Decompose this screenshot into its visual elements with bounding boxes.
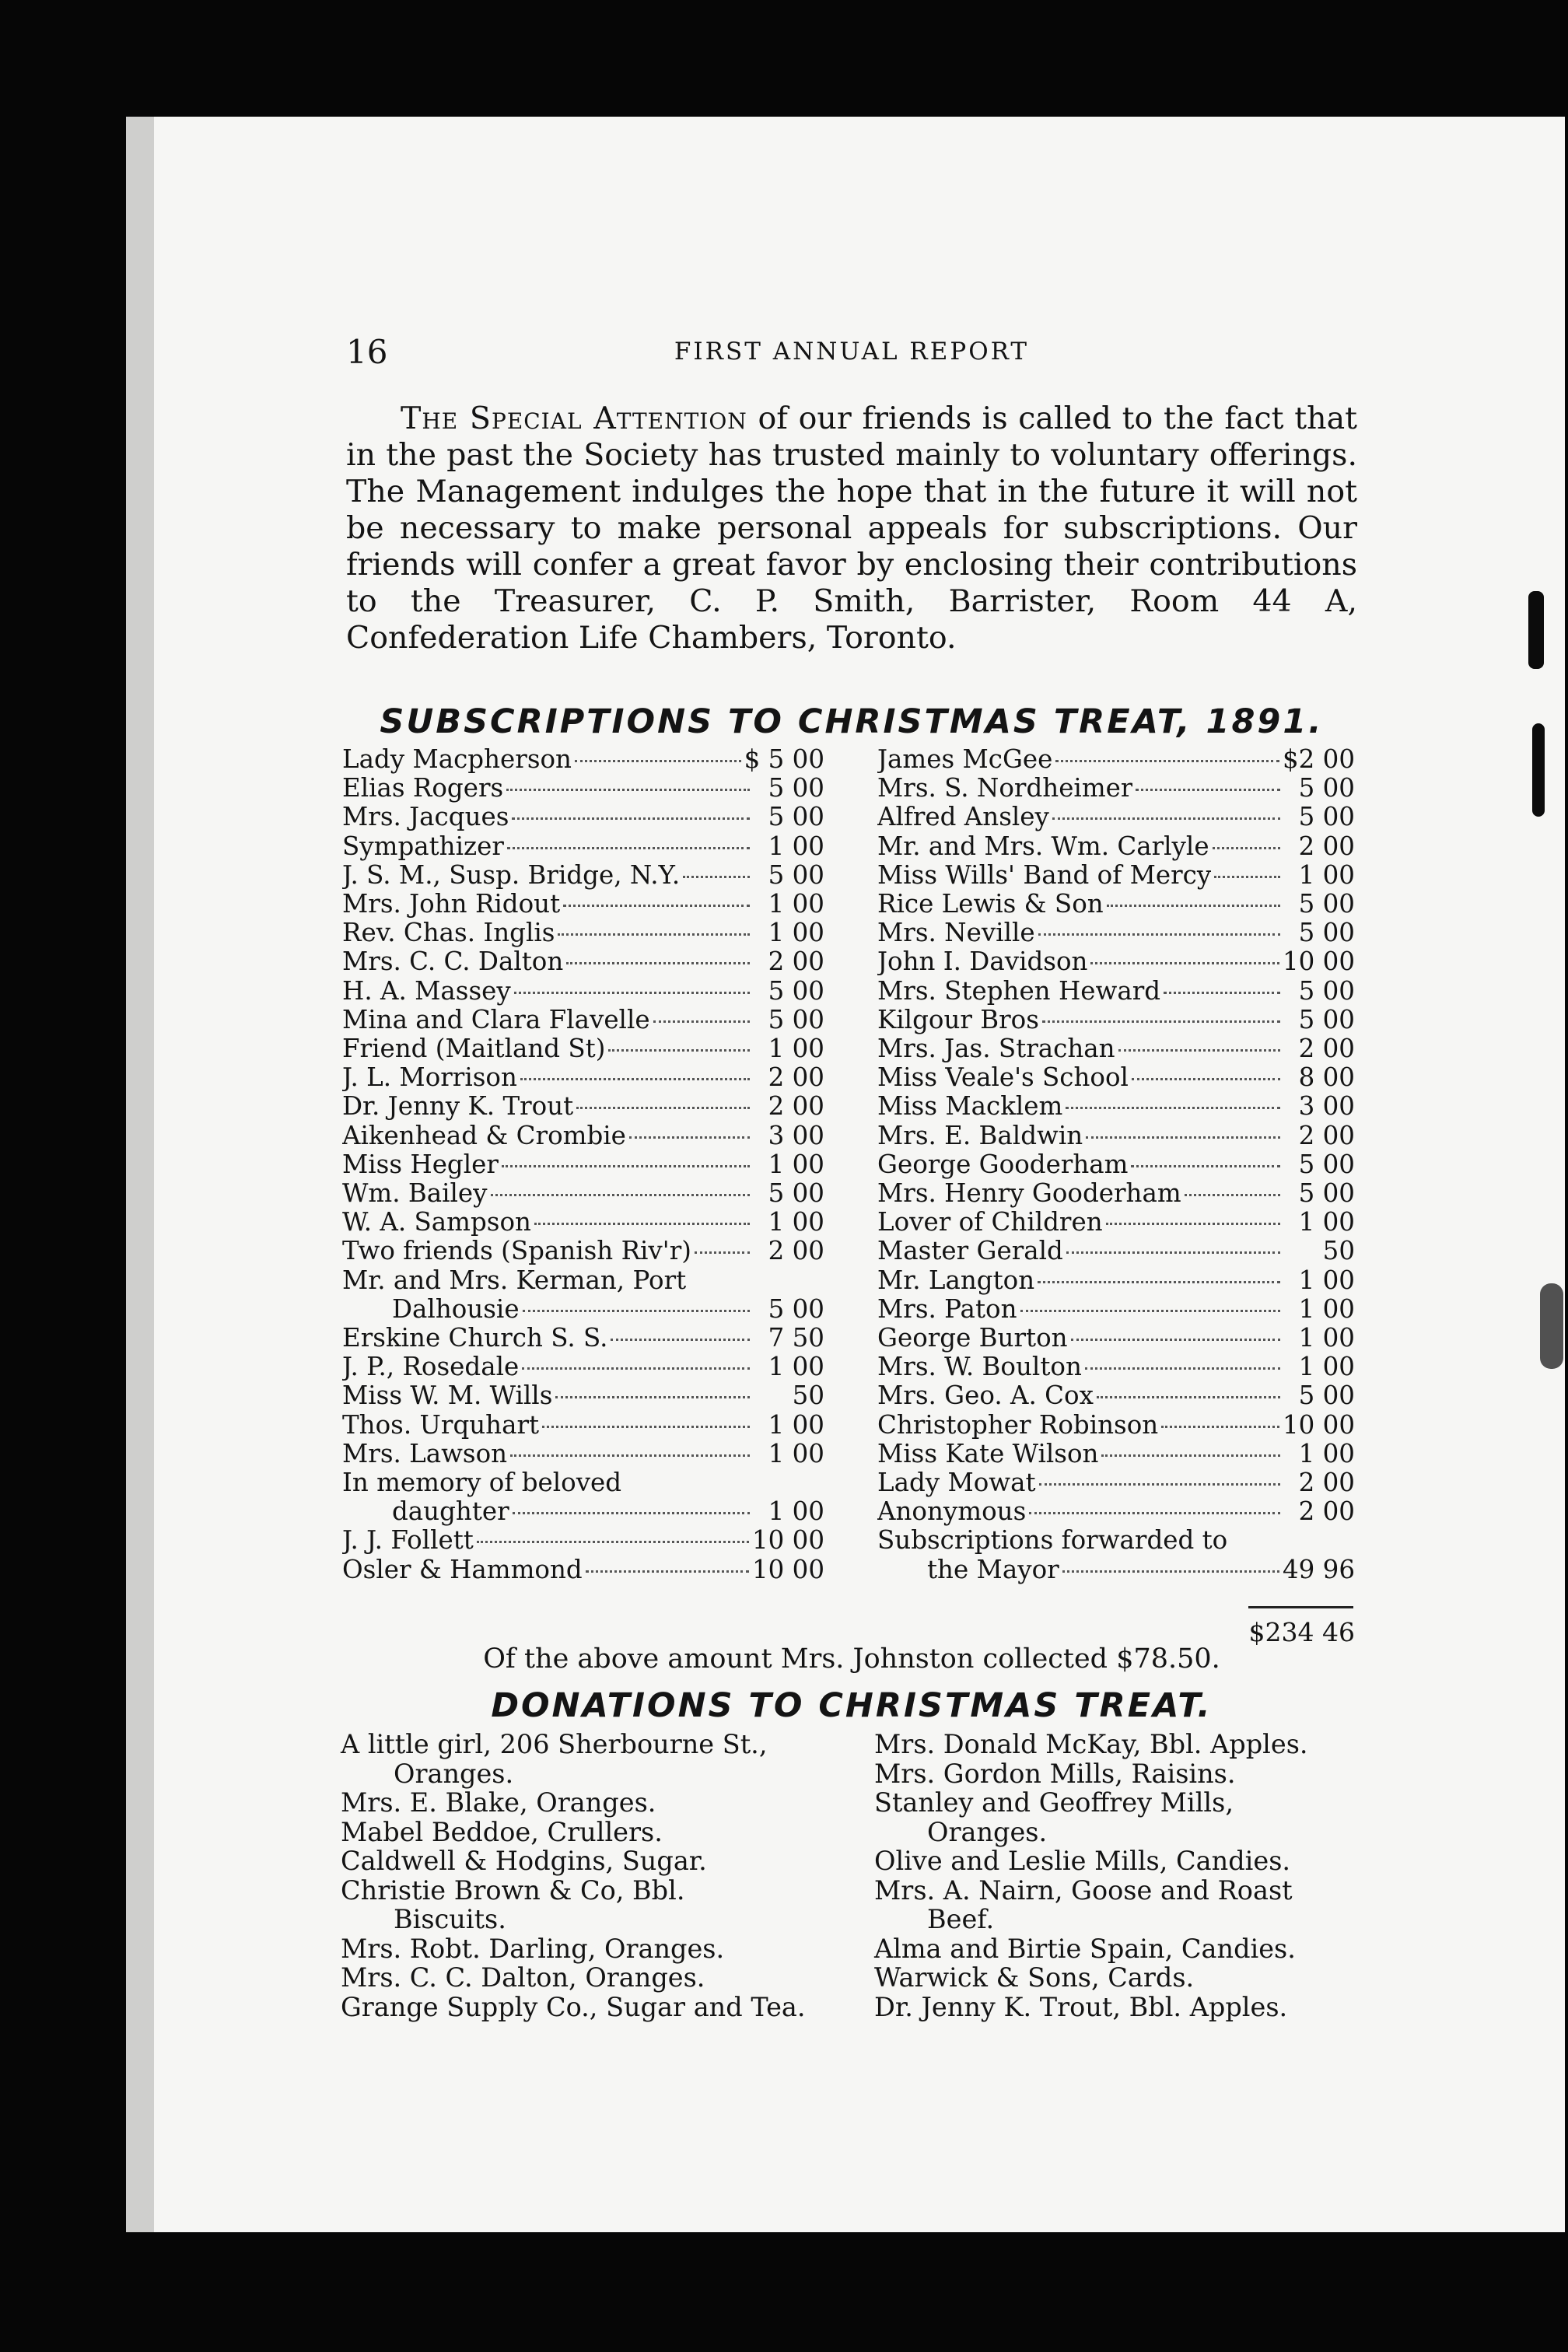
- leader-dots: [576, 1107, 750, 1109]
- subscription-amount: $ 5 00: [744, 744, 824, 774]
- subscription-entry: [877, 1353, 1355, 1381]
- intro-paragraph: [346, 401, 1357, 656]
- donation-text-continued: Biscuits.: [394, 1904, 506, 1934]
- donation-entry: [874, 1730, 1364, 1759]
- subscription-entry: [342, 1411, 824, 1440]
- subscription-entry: [877, 1122, 1355, 1150]
- subscription-entry: [342, 1266, 824, 1295]
- donation-text: Mrs. A. Nairn, Goose and Roast: [874, 1874, 1293, 1906]
- subscriber-name: Lady Mowat: [877, 1468, 1036, 1498]
- leader-dots: [534, 1223, 750, 1225]
- subscription-entry-continued: [342, 1497, 824, 1526]
- leader-dots: [555, 1396, 750, 1398]
- leader-dots: [1038, 1281, 1280, 1283]
- subscription-entry: [877, 745, 1355, 774]
- subscription-entry: [342, 1237, 824, 1265]
- subscriptions-left-column: [342, 745, 824, 1584]
- subscription-amount: 5 00: [1298, 1381, 1355, 1411]
- donation-entry: [874, 1993, 1364, 2022]
- subscriber-name: Mrs. C. C. Dalton: [342, 947, 564, 977]
- subscription-amount: 1 00: [1298, 1265, 1355, 1295]
- subscription-entry: [342, 890, 824, 919]
- subscription-entry: [877, 890, 1355, 919]
- subscriber-name: George Gooderham: [877, 1150, 1129, 1179]
- subscription-amount: 1 00: [768, 1034, 824, 1064]
- margin-mark: [1532, 723, 1545, 817]
- subscription-amount: 5 00: [1298, 773, 1355, 803]
- subscription-amount: 1 00: [1298, 1438, 1355, 1468]
- subscription-entry: [342, 1006, 824, 1034]
- subscriptions-total: $234 46: [1248, 1617, 1355, 1647]
- subscription-entry: [342, 1034, 824, 1063]
- subscription-entry: [342, 745, 824, 774]
- subscriber-name: Lover of Children: [877, 1208, 1103, 1237]
- subscription-entry: [342, 1324, 824, 1353]
- leader-dots: [1066, 1107, 1280, 1109]
- leader-dots: [1052, 817, 1280, 820]
- subscription-entry: [342, 1353, 824, 1381]
- leader-dots: [566, 962, 750, 964]
- subscriber-name: Erskine Church S. S.: [342, 1324, 608, 1353]
- subscription-amount: 1 00: [768, 1207, 824, 1237]
- subscriber-name: Friend (Maitland St): [342, 1034, 606, 1064]
- subscriber-name: Christopher Robinson: [877, 1410, 1159, 1440]
- subscriber-name: Mrs. Paton: [877, 1294, 1017, 1324]
- subscriber-name: Miss Macklem: [877, 1092, 1063, 1122]
- subscription-amount: 1 00: [768, 1352, 824, 1382]
- subscriber-name: Two friends (Spanish Riv'r): [342, 1237, 691, 1266]
- subscription-entry: [342, 803, 824, 831]
- leader-dots: [520, 1078, 750, 1080]
- leader-dots: [1107, 905, 1280, 907]
- margin-mark: [1540, 1283, 1563, 1369]
- subscription-amount: 5 00: [768, 773, 824, 803]
- subscriber-name: Rev. Chas. Inglis: [342, 919, 555, 948]
- leader-dots: [1164, 992, 1280, 994]
- leader-dots: [1042, 1020, 1280, 1023]
- subscription-amount: 1 00: [1298, 1323, 1355, 1353]
- donation-entry: [341, 1730, 854, 1788]
- leader-dots: [542, 1426, 750, 1428]
- subscription-amount: 10 00: [751, 1525, 824, 1556]
- subscription-amount: 5 00: [1298, 1178, 1355, 1209]
- subscriber-name: Kilgour Bros: [877, 1005, 1039, 1034]
- subscription-entry: [877, 1266, 1355, 1295]
- subscription-entry-continued: [877, 1556, 1355, 1584]
- leader-dots: [523, 1310, 750, 1312]
- subscriber-name: Alfred Ansley: [877, 803, 1049, 832]
- subscription-amount: 2 00: [1298, 1496, 1355, 1527]
- subscription-amount: 1 00: [768, 1409, 824, 1440]
- subscription-entry: [342, 1526, 824, 1555]
- donations-right-column: [874, 1730, 1364, 2021]
- donation-entry: [874, 1759, 1364, 1789]
- subscriber-name: Mrs. W. Boulton: [877, 1353, 1082, 1382]
- subscription-entry: [877, 1324, 1355, 1353]
- leader-dots: [563, 905, 750, 907]
- leader-dots: [1131, 1165, 1280, 1167]
- subscriber-name: Miss W. M. Wills: [342, 1381, 553, 1411]
- subscription-entry: [342, 1063, 824, 1092]
- subscriber-name: In memory of beloved: [342, 1468, 622, 1498]
- subscription-amount: 1 00: [1298, 1207, 1355, 1237]
- subscription-entry: [342, 832, 824, 861]
- subscription-amount: 2 00: [768, 1091, 824, 1122]
- subscription-amount: 2 00: [1298, 831, 1355, 861]
- subscriber-name: Mr. and Mrs. Wm. Carlyle: [877, 831, 1209, 861]
- donation-entry: [874, 1934, 1364, 1964]
- donation-entry: [874, 1876, 1364, 1934]
- subscription-entry: [342, 1468, 824, 1497]
- leader-dots: [558, 933, 750, 936]
- subscriber-name: Mrs. E. Baldwin: [877, 1121, 1083, 1150]
- donation-text: Dr. Jenny K. Trout, Bbl. Apples.: [874, 1991, 1288, 2022]
- subscription-amount: 2 00: [1298, 1034, 1355, 1064]
- subscriber-name: Mrs. Henry Gooderham: [877, 1179, 1181, 1209]
- leader-dots: [1136, 789, 1280, 791]
- subscription-entry: [877, 1440, 1355, 1468]
- subscriber-name: John I. Davidson: [877, 947, 1088, 977]
- subscription-entry: [877, 1092, 1355, 1121]
- leader-dots: [507, 847, 750, 849]
- leader-dots: [510, 1454, 750, 1457]
- donations-title: DONATIONS TO CHRISTMAS TREAT.: [491, 1686, 1213, 1725]
- leader-dots: [491, 1194, 750, 1196]
- subscription-amount: 5 00: [768, 1178, 824, 1209]
- donations-left-column: [341, 1730, 854, 2021]
- leader-dots: [611, 1339, 750, 1341]
- subscriptions-title: SUBSCRIPTIONS TO CHRISTMAS TREAT, 1891.: [380, 702, 1324, 741]
- donation-text: Caldwell & Hodgins, Sugar.: [341, 1846, 707, 1876]
- subscription-amount: 5 00: [768, 975, 824, 1006]
- donation-entry: [341, 1876, 854, 1934]
- subscriber-name: Mrs. Jacques: [342, 803, 509, 832]
- subscription-amount: 5 00: [768, 1004, 824, 1034]
- subscription-amount: 2 00: [768, 1236, 824, 1266]
- leader-dots: [1214, 876, 1280, 878]
- subscription-entry: [342, 774, 824, 803]
- subscriber-name: Lady Macpherson: [342, 745, 572, 774]
- running-head: FIRST ANNUAL REPORT: [674, 338, 1030, 366]
- subscriber-name: Miss Veale's School: [877, 1063, 1129, 1093]
- subscription-entry: [877, 774, 1355, 803]
- subscription-amount: 5 00: [1298, 918, 1355, 948]
- subscription-entry: [342, 1381, 824, 1410]
- subscription-entry: [342, 1440, 824, 1468]
- donation-entry: [874, 1846, 1364, 1876]
- page-edge-shadow: [126, 117, 154, 2232]
- subscription-amount: 3 00: [768, 1120, 824, 1150]
- subscription-entry: [877, 1179, 1355, 1208]
- subscription-entry: [877, 1006, 1355, 1034]
- subscriber-name: Dr. Jenny K. Trout: [342, 1092, 574, 1122]
- subscription-entry: [877, 1034, 1355, 1063]
- subscription-amount: 1 00: [1298, 1352, 1355, 1382]
- subscriber-name: Rice Lewis & Son: [877, 890, 1104, 919]
- subscription-entry: [877, 977, 1355, 1006]
- subscription-entry: [342, 1556, 824, 1584]
- subscription-entry: [342, 1092, 824, 1121]
- subscription-entry: [877, 1497, 1355, 1526]
- subscriber-name: Anonymous: [877, 1497, 1027, 1527]
- subscription-amount: 7 50: [768, 1323, 824, 1353]
- subscription-amount: 5 00: [1298, 1149, 1355, 1179]
- leader-dots: [1085, 1367, 1280, 1370]
- subscriber-name: Aikenhead & Crombie: [342, 1121, 626, 1150]
- donation-entry: [341, 1993, 854, 2022]
- subscription-amount: 5 00: [768, 1293, 824, 1324]
- donation-text: A little girl, 206 Sherbourne St.,: [341, 1729, 768, 1759]
- leader-dots: [1118, 1049, 1280, 1052]
- donation-entry: [341, 1818, 854, 1847]
- leader-dots: [683, 876, 750, 878]
- subscriber-name: Mrs. Lawson: [342, 1439, 508, 1468]
- subscriber-name: Mr. and Mrs. Kerman, Port: [342, 1265, 687, 1295]
- subscription-amount: 10 00: [1282, 947, 1355, 977]
- subscription-entry: [877, 919, 1355, 947]
- leader-dots: [1071, 1339, 1280, 1341]
- subscription-entry: [342, 861, 824, 890]
- subscription-amount: 50: [792, 1381, 824, 1411]
- donation-text-continued: Oranges.: [927, 1816, 1048, 1847]
- leader-dots: [506, 789, 750, 791]
- subscription-entry: [342, 977, 824, 1006]
- subscription-amount: 1 00: [768, 1438, 824, 1468]
- subscription-entry: [877, 832, 1355, 861]
- leader-dots: [1020, 1310, 1281, 1312]
- donation-text: Warwick & Sons, Cards.: [874, 1962, 1195, 1993]
- subscription-amount: 1 00: [768, 1149, 824, 1179]
- subscriber-name: Miss Wills' Band of Mercy: [877, 860, 1212, 890]
- subscription-amount: 2 00: [768, 947, 824, 977]
- leader-dots: [513, 1512, 750, 1514]
- subscription-amount: 5 00: [1298, 975, 1355, 1006]
- subscription-entry: [877, 803, 1355, 831]
- subscription-amount: 1 00: [768, 918, 824, 948]
- subscriber-name: Wm. Bailey: [342, 1179, 488, 1209]
- leader-dots: [653, 1020, 750, 1023]
- subscription-entry: [342, 919, 824, 947]
- intro-text: of our friends is called to the fact that in the past the Society has trusted mainly to voluntary offerings. The Management indulges the hope that in the future it will not be necessary to make personal appeals for subscriptions. Our friends will confer a great favor by enclosing their contributions to the Treasurer, C. P. Smith, Barrister, Room 44 A, Confederation Life Chambers, Toronto.: [346, 401, 1358, 656]
- donation-text: Mrs. Donald McKay, Bbl. Apples.: [874, 1729, 1308, 1759]
- subscription-entry: [877, 1468, 1355, 1497]
- subscription-entry: [877, 1381, 1355, 1410]
- subscriber-name: J. J. Follett: [342, 1526, 474, 1556]
- subscription-amount: 1 00: [768, 1496, 824, 1527]
- subscriber-name: Mr. Langton: [877, 1265, 1035, 1295]
- subscriber-name: Mrs. S. Nordheimer: [877, 774, 1133, 803]
- leader-dots: [1039, 1483, 1280, 1486]
- subscription-amount: 5 00: [768, 859, 824, 890]
- total-rule: [1248, 1606, 1353, 1608]
- subscription-entry: [877, 1237, 1355, 1265]
- leader-dots: [1029, 1512, 1280, 1514]
- leader-dots: [575, 760, 741, 762]
- subscription-entry: [877, 1208, 1355, 1237]
- donation-text: Christie Brown & Co, Bbl.: [341, 1874, 685, 1906]
- subscription-amount: 5 00: [1298, 802, 1355, 832]
- subscription-entry: [877, 1063, 1355, 1092]
- subscriber-name: Miss Kate Wilson: [877, 1439, 1099, 1468]
- leader-dots: [629, 1136, 750, 1139]
- donation-text: Mrs. Gordon Mills, Raisins.: [874, 1758, 1236, 1789]
- subscriber-name: George Burton: [877, 1324, 1068, 1353]
- leader-dots: [1213, 847, 1280, 849]
- leader-dots: [695, 1251, 750, 1254]
- intro-opening: The Special Attention: [401, 401, 747, 436]
- leader-dots: [586, 1570, 749, 1573]
- leader-dots: [477, 1541, 749, 1543]
- leader-dots: [1097, 1396, 1280, 1398]
- donation-text: Mrs. Robt. Darling, Oranges.: [341, 1933, 725, 1964]
- subscriber-name: Subscriptions forwarded to: [877, 1526, 1228, 1556]
- subscriptions-right-column: [877, 745, 1355, 1584]
- page-number: 16: [346, 333, 388, 371]
- subscriber-name: Thos. Urquhart: [342, 1410, 540, 1440]
- leader-dots: [1066, 1251, 1280, 1254]
- subscriber-name: Mrs. Jas. Strachan: [877, 1034, 1115, 1064]
- donation-entry: [341, 1788, 854, 1818]
- donation-text: Mabel Beddoe, Crullers.: [341, 1816, 663, 1847]
- leader-dots: [1062, 1570, 1279, 1573]
- subscription-entry: [877, 1411, 1355, 1440]
- donation-text: Alma and Birtie Spain, Candies.: [874, 1933, 1296, 1964]
- subscription-entry-continued: [342, 1295, 824, 1324]
- leader-dots: [1132, 1078, 1280, 1080]
- subscription-entry: [877, 1526, 1355, 1555]
- subscription-entry: [342, 1179, 824, 1208]
- subscription-amount: 2 00: [768, 1062, 824, 1093]
- subscriber-name: Mrs. Stephen Heward: [877, 976, 1161, 1006]
- subscriber-name: Mrs. Geo. A. Cox: [877, 1381, 1094, 1411]
- subscription-amount: 10 00: [1282, 1409, 1355, 1440]
- donation-entry: [874, 1788, 1364, 1846]
- subscription-entry: [877, 861, 1355, 890]
- leader-dots: [502, 1165, 750, 1167]
- subscription-entry: [877, 947, 1355, 976]
- donation-entry: [341, 1846, 854, 1876]
- subscriber-name-continued: Dalhousie: [392, 1294, 520, 1324]
- page-header: [346, 333, 1357, 372]
- subscription-amount: 2 00: [1298, 1468, 1355, 1498]
- leader-dots: [522, 1367, 750, 1370]
- subscription-amount: 50: [1322, 1236, 1355, 1266]
- donation-text: Olive and Leslie Mills, Candies.: [874, 1846, 1291, 1876]
- leader-dots: [512, 817, 750, 820]
- leader-dots: [1038, 933, 1280, 936]
- subscriber-name: Miss Hegler: [342, 1150, 499, 1179]
- subscriber-name: H. A. Massey: [342, 976, 511, 1006]
- subscriber-name: Master Gerald: [877, 1237, 1063, 1266]
- leader-dots: [1086, 1136, 1280, 1139]
- subscriber-name: W. A. Sampson: [342, 1208, 531, 1237]
- leader-dots: [1101, 1454, 1280, 1457]
- donation-text-continued: Oranges.: [394, 1758, 514, 1789]
- subscription-amount: 3 00: [1298, 1091, 1355, 1122]
- donation-text: Mrs. E. Blake, Oranges.: [341, 1787, 656, 1818]
- leader-dots: [1185, 1194, 1280, 1196]
- subscription-amount: 5 00: [768, 802, 824, 832]
- donation-text: Grange Supply Co., Sugar and Tea.: [341, 1991, 806, 2022]
- subscription-amount: 1 00: [1298, 859, 1355, 890]
- subscriber-name: Elias Rogers: [342, 774, 504, 803]
- subscription-entry: [877, 1295, 1355, 1324]
- subscription-entry: [877, 1150, 1355, 1179]
- subscriber-name: J. S. M., Susp. Bridge, N.Y.: [342, 860, 681, 890]
- leader-dots: [514, 992, 750, 994]
- subscription-entry: [342, 1150, 824, 1179]
- donation-text: Stanley and Geoffrey Mills,: [874, 1787, 1234, 1818]
- subscription-entry: [342, 947, 824, 976]
- subscriber-name: J. P., Rosedale: [342, 1353, 520, 1382]
- donation-entry: [341, 1934, 854, 1964]
- margin-mark: [1528, 591, 1544, 669]
- leader-dots: [1106, 1223, 1280, 1225]
- collected-note: Of the above amount Mrs. Johnston collected $78.50.: [483, 1643, 1220, 1675]
- subscriber-name: Mina and Clara Flavelle: [342, 1005, 650, 1034]
- subscription-amount: $2 00: [1282, 744, 1355, 774]
- subscriber-name: James McGee: [877, 745, 1053, 774]
- leader-dots: [608, 1049, 750, 1052]
- subscriber-name: Mrs. John Ridout: [342, 890, 561, 919]
- subscription-amount: 8 00: [1298, 1062, 1355, 1093]
- subscriber-name-continued: the Mayor: [927, 1555, 1059, 1584]
- subscriber-name-continued: daughter: [392, 1497, 509, 1527]
- subscription-amount: 10 00: [751, 1554, 824, 1584]
- subscription-entry: [342, 1208, 824, 1237]
- subscriber-name: Mrs. Neville: [877, 919, 1035, 948]
- donation-text-continued: Beef.: [927, 1904, 995, 1934]
- subscription-amount: 49 96: [1282, 1554, 1355, 1584]
- subscriber-name: Sympathizer: [342, 831, 504, 861]
- subscriber-name: J. L. Morrison: [342, 1063, 517, 1093]
- donation-entry: [341, 1963, 854, 1993]
- subscriber-name: Osler & Hammond: [342, 1555, 583, 1584]
- subscription-amount: 5 00: [1298, 889, 1355, 919]
- subscription-amount: 1 00: [768, 889, 824, 919]
- subscription-amount: 2 00: [1298, 1120, 1355, 1150]
- subscription-amount: 5 00: [1298, 1004, 1355, 1034]
- leader-dots: [1090, 962, 1279, 964]
- leader-dots: [1161, 1426, 1279, 1428]
- subscription-amount: 1 00: [768, 831, 824, 861]
- donation-text: Mrs. C. C. Dalton, Oranges.: [341, 1962, 705, 1993]
- donation-entry: [874, 1963, 1364, 1993]
- subscription-amount: 1 00: [1298, 1293, 1355, 1324]
- subscription-entry: [342, 1122, 824, 1150]
- leader-dots: [1055, 760, 1279, 762]
